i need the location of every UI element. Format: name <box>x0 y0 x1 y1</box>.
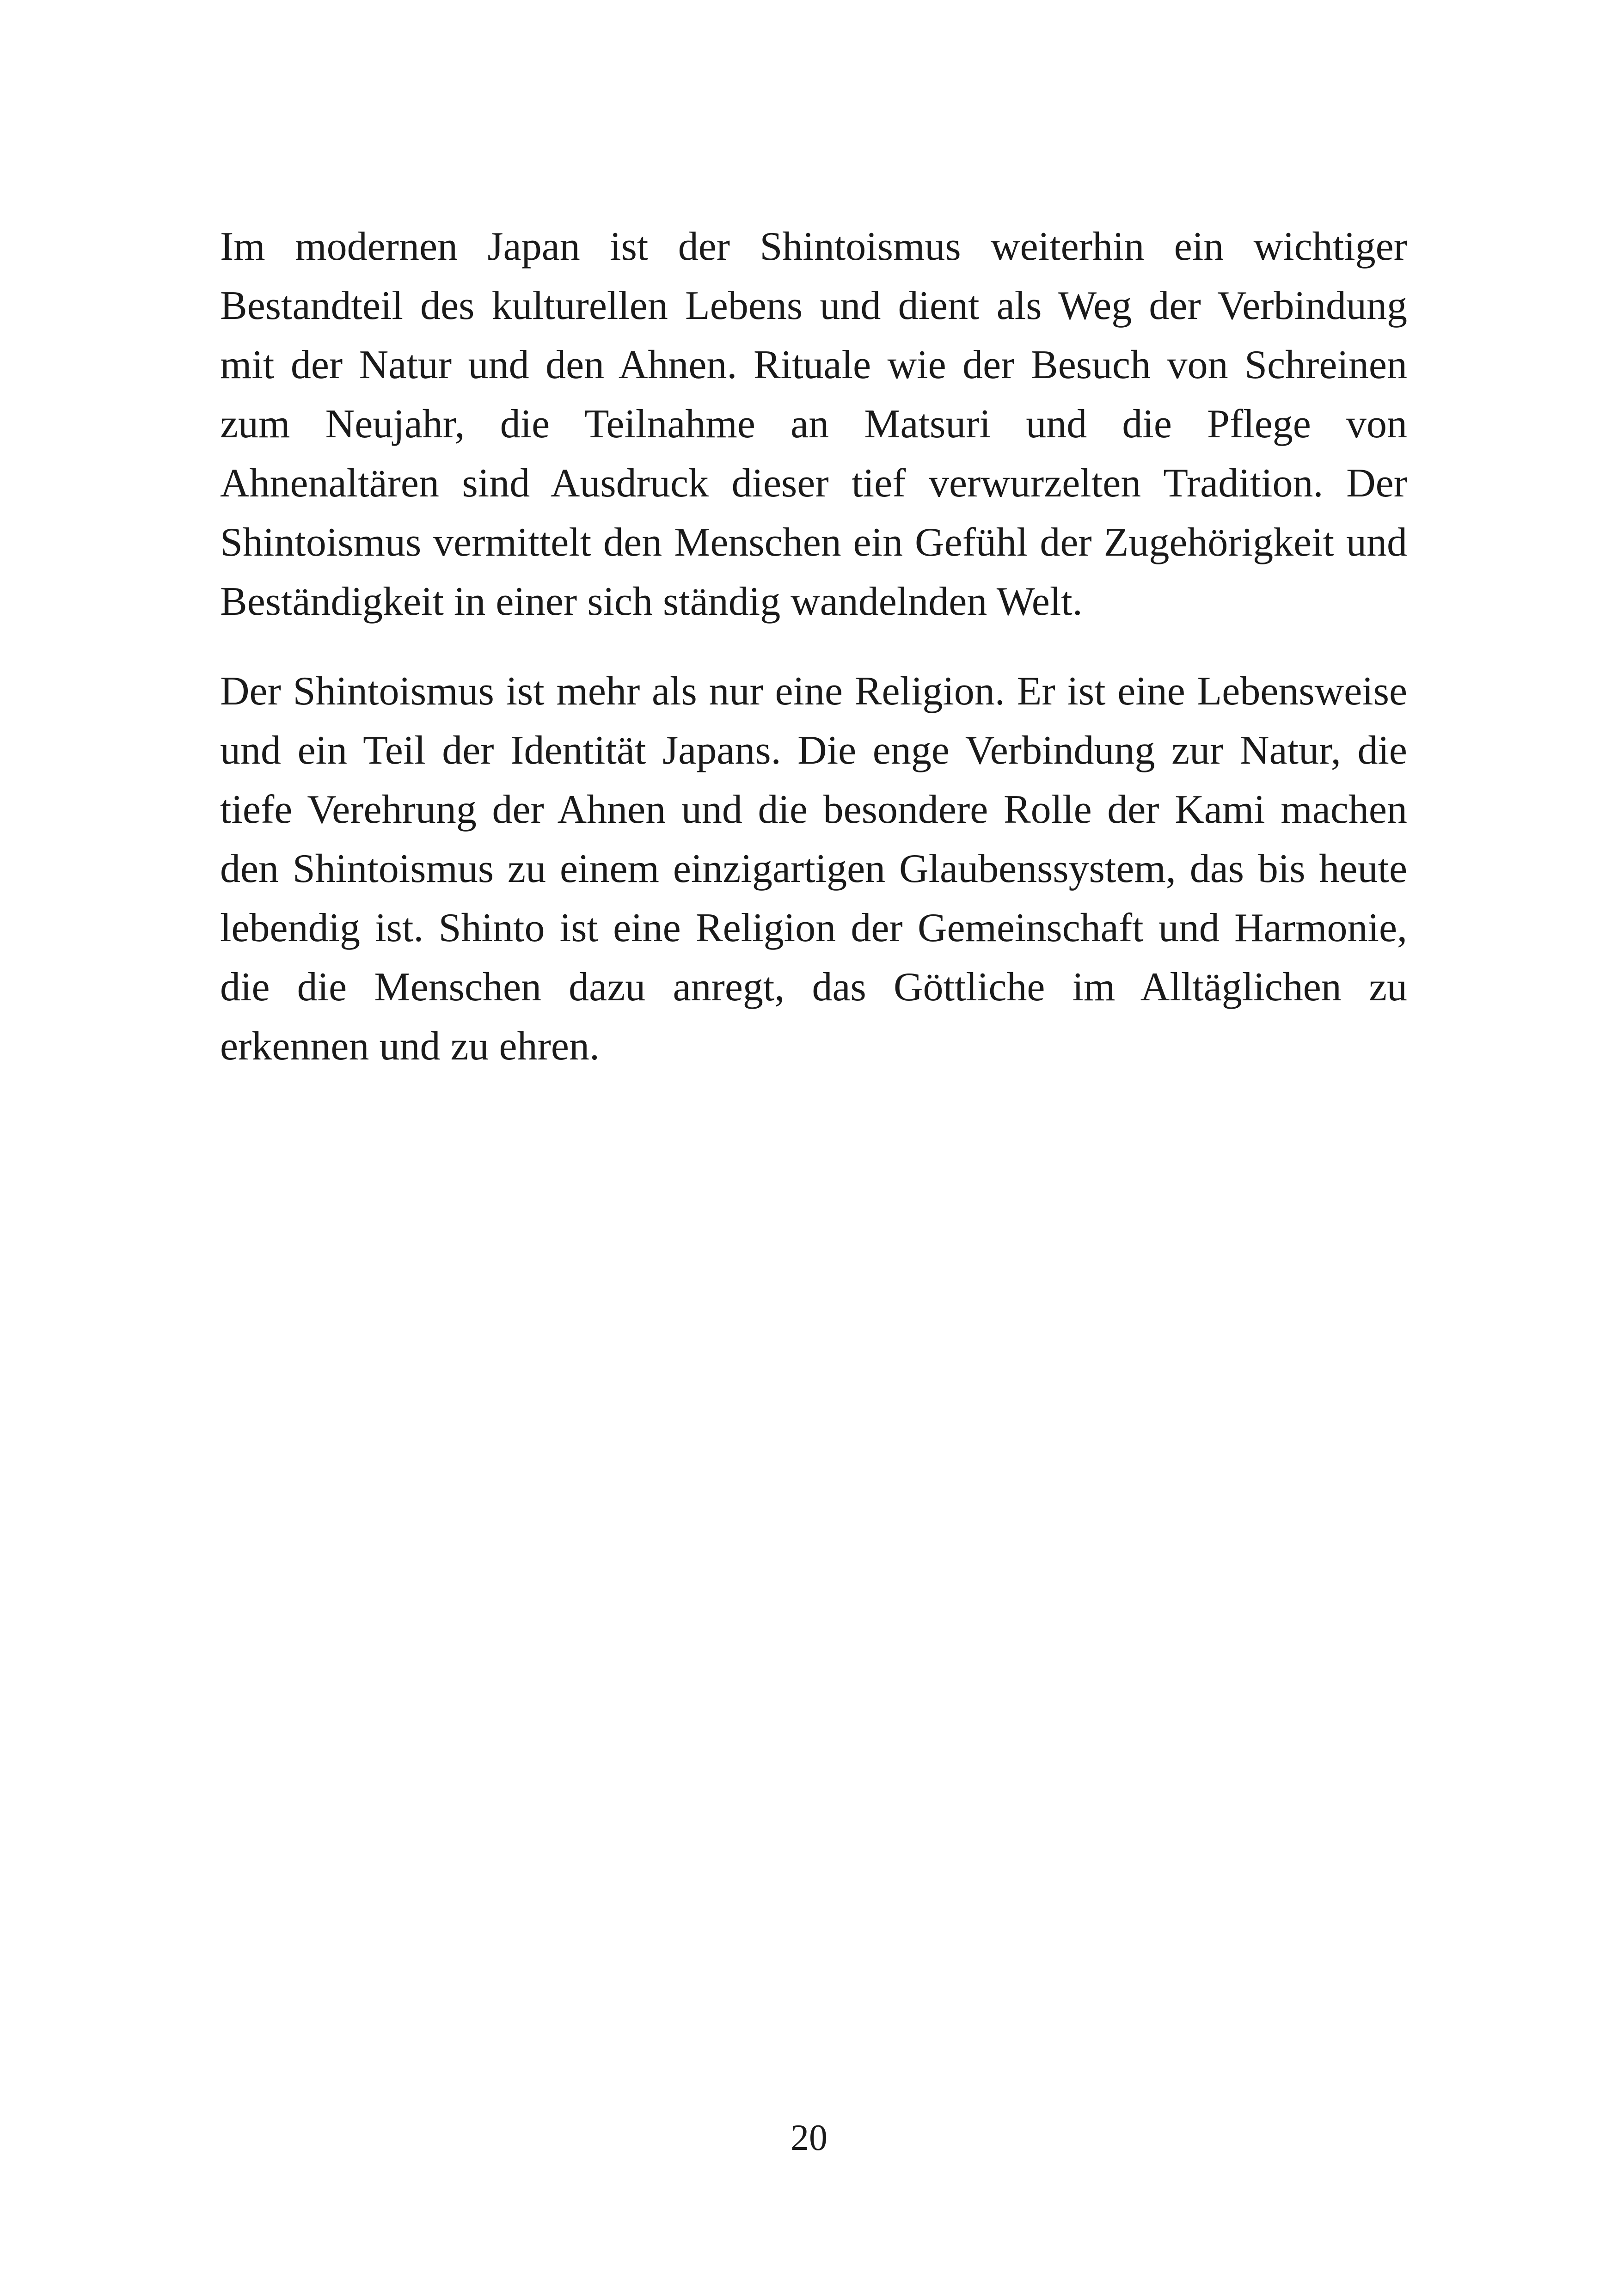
page-number: 20 <box>791 2118 827 2158</box>
paragraph-1: Im modernen Japan ist der Shintoismus weiterhin ein wichtiger Bestandteil des kulturellen Lebens und dient als Weg der Verbindung mit der Natur und den Ahnen. Rituale wie der Besuch von Schreinen zum Neujahr, die Teilnahme an Matsuri und die Pflege von Ahnenaltären sind Ausdruck dieser tief verwurzelten Tradition. Der Shintoismus vermittelt den Menschen ein Gefühl der Zugehörigkeit und Beständigkeit in einer sich ständig wandelnden Welt. <box>220 224 1407 624</box>
paragraph-2: Der Shintoismus ist mehr als nur eine Religion. Er ist eine Lebensweise und ein Teil der Identität Japans. Die enge Verbindung zur Natur, die tiefe Verehrung der Ahnen und die besondere Rolle der Kami machen den Shintoismus zu einem einzigartigen Glaubenssystem, das bis heute lebendig ist. Shinto ist eine Religion der Gemeinschaft und Harmonie, die die Menschen dazu anregt, das Göttliche im Alltäglichen zu erkennen und zu ehren. <box>220 669 1407 1069</box>
body-text <box>220 217 1407 1076</box>
